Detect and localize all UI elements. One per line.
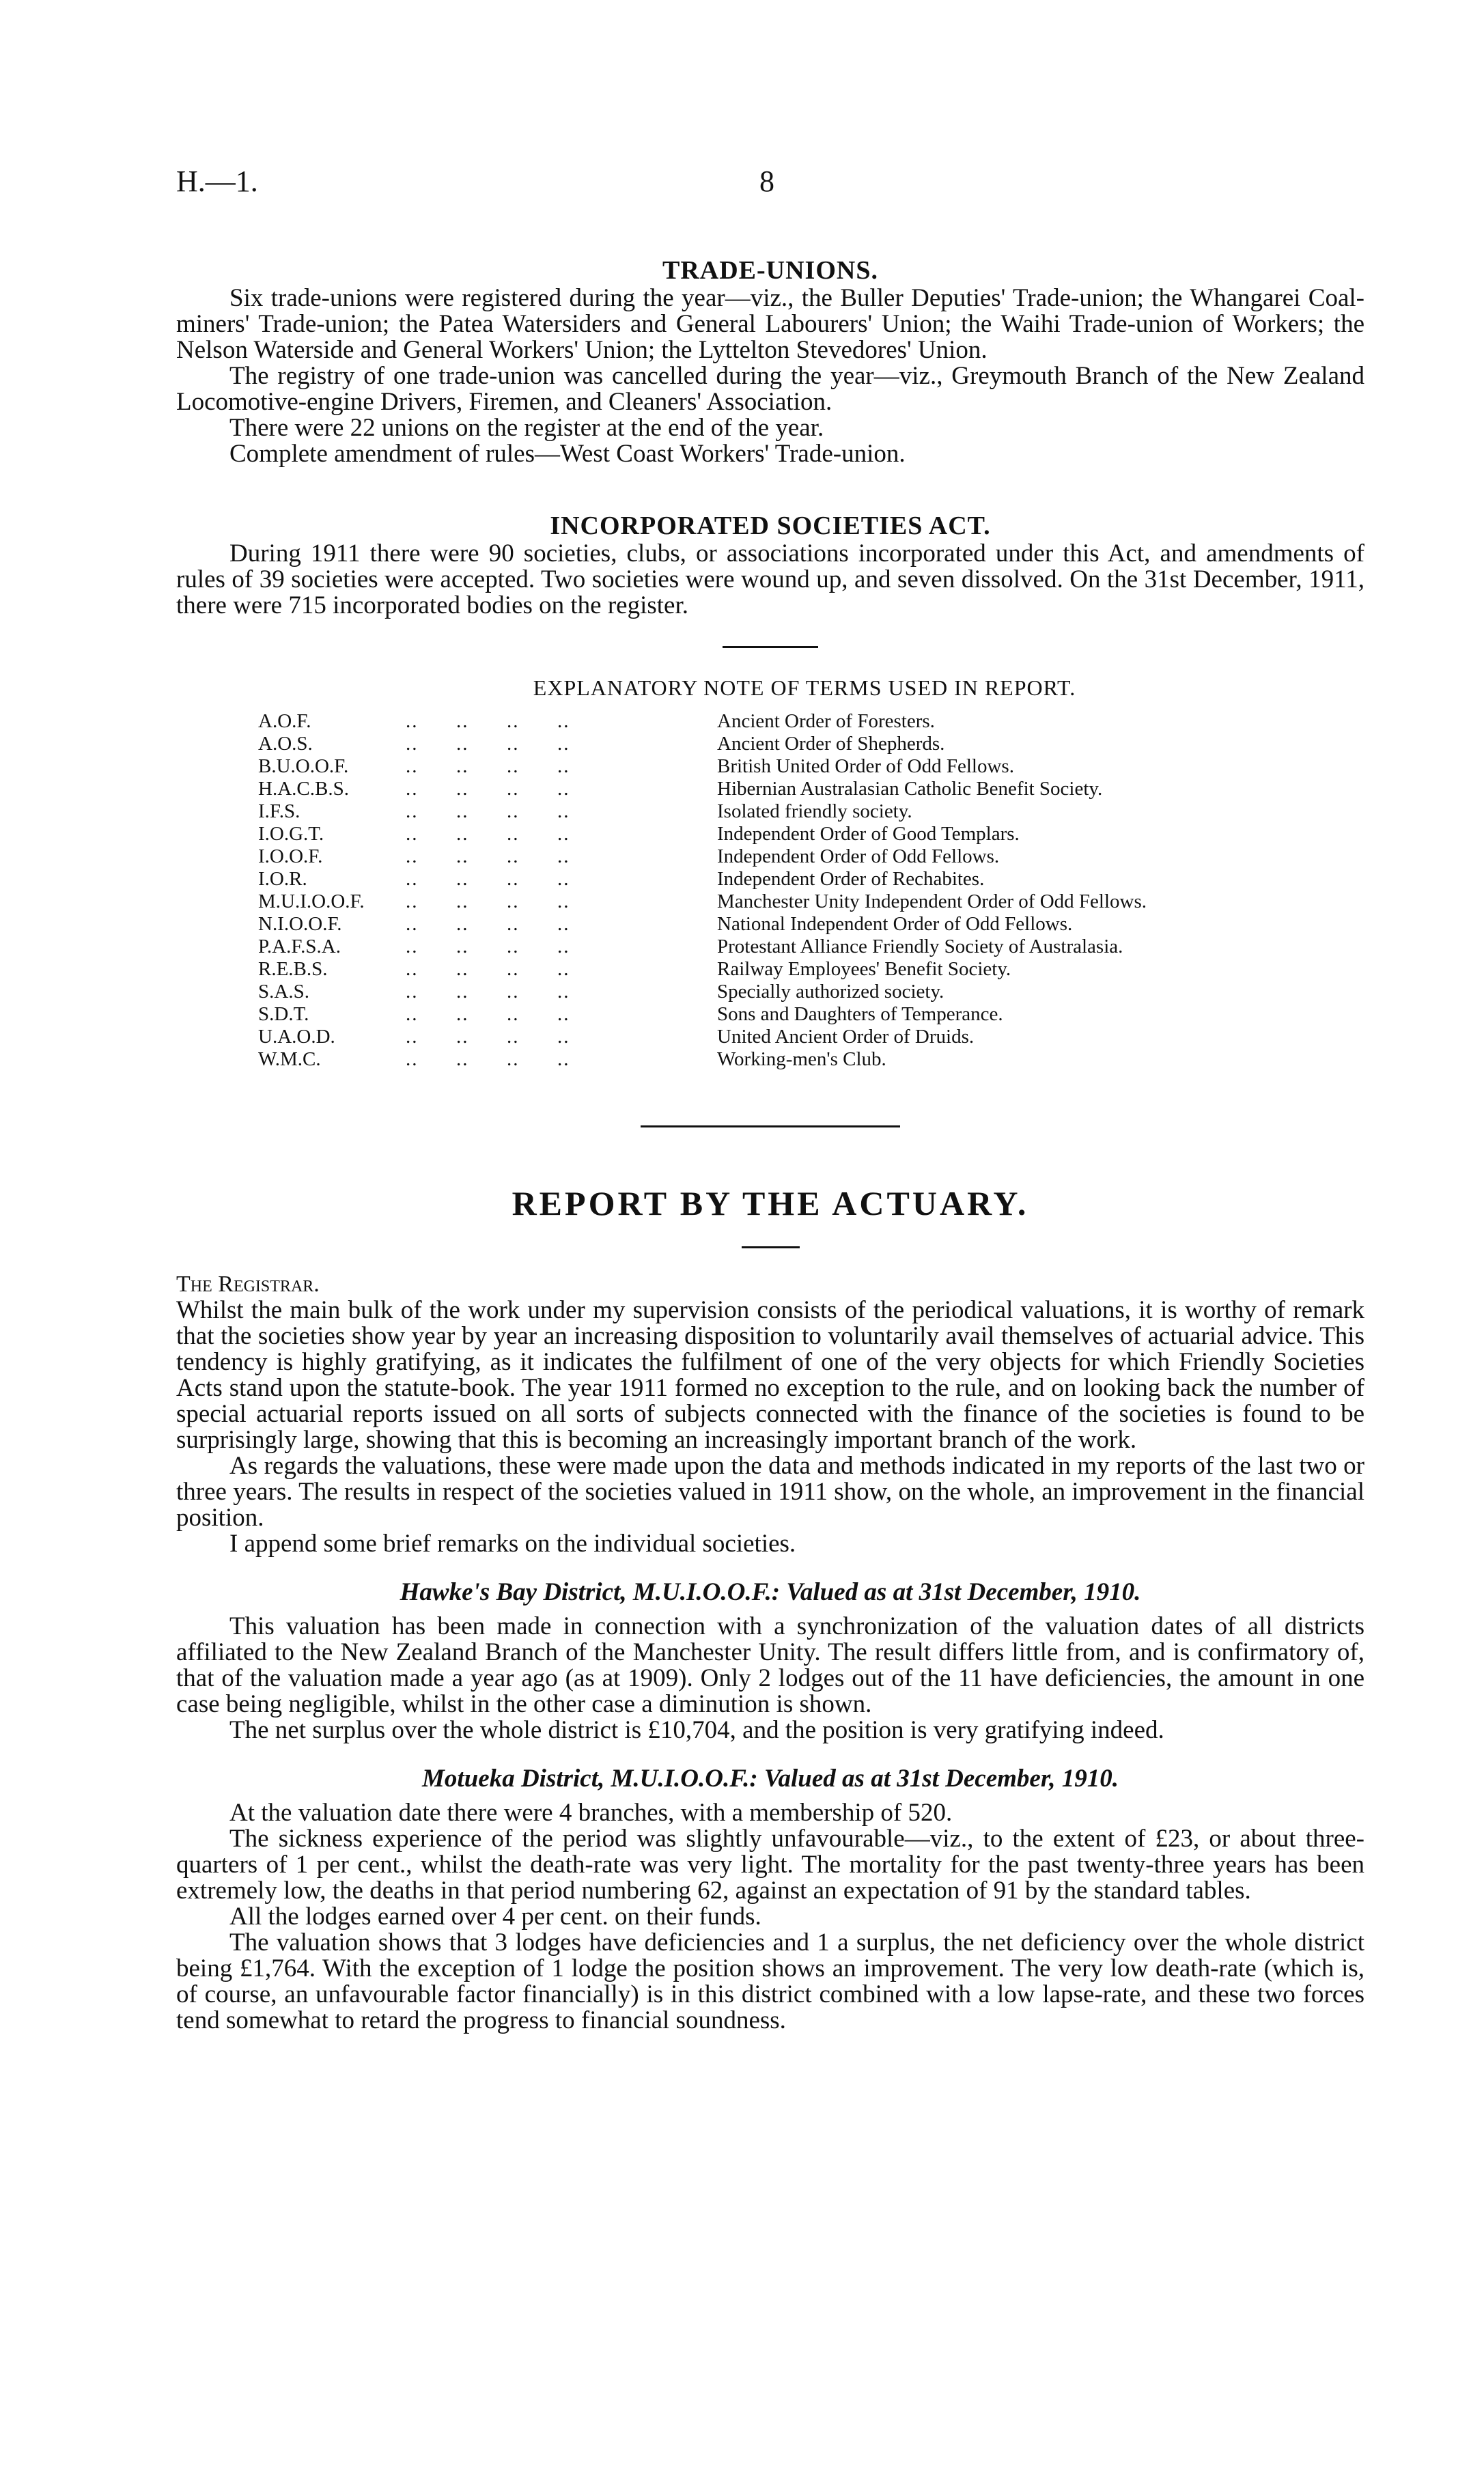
- paragraph: During 1911 there were 90 societies, clubs, or associations incorporated under this Act, and amendments of rules of 39 societies were accepted. Two societies were wound up, and seven dissolved. On the 31st December, 1911, there were 715 incorporated bodies on the register.: [176, 539, 1364, 619]
- terms-list: [258, 710, 1364, 1071]
- actuary-report-section: [176, 1183, 1364, 1557]
- term-row: [258, 823, 1364, 845]
- dot-leader: .. .. .. ..: [406, 733, 570, 755]
- paragraph: I append some brief remarks on the individual societies.: [229, 1530, 796, 1558]
- paragraph: Whilst the main bulk of the work under my supervision consists of the periodical valuations, it is worthy of remark that the societies show year by year an increasing disposition to voluntarily avail themselves of actuarial advice. This tendency is highly gratifying, as it indicates the fulfilment of one of the very objects for which Friendly Societies Acts stand upon the statute-book. The year 1911 formed no exception to the rule, and on looking back the number of special actuarial reports issued on all sorts of subjects connected with the finance of the societies is found to be surprisingly large, showing that this is becoming an increasingly important branch of the work.: [176, 1296, 1364, 1454]
- paragraph: This valuation has been made in connection with a synchronization of the valuation dates of all districts affiliated to the New Zealand Branch of the Manchester Unity. The result differs little from, and is confirmatory of, that of the valuation made a year ago (as at 1909). Only 2 lodges out of the 11 have deficiencies, the amount in one case being negligible, whilst in the other case a diminution is shown.: [176, 1612, 1364, 1718]
- term-meaning: Sons and Daughters of Temperance.: [717, 1003, 1003, 1025]
- paragraph: As regards the valuations, these were made upon the data and methods indicated in my reports of the last two or three years. The results in respect of the societies valued in 1911 show, on the whole, an improvement in the financial position.: [176, 1452, 1364, 1532]
- term-row: [258, 733, 1364, 755]
- dot-leader: .. .. .. ..: [406, 800, 570, 822]
- paragraph: All the lodges earned over 4 per cent. on their funds.: [229, 1903, 761, 1931]
- term-meaning: British United Order of Odd Fellows.: [717, 755, 1014, 777]
- term-row: [258, 981, 1364, 1003]
- term-row: [258, 778, 1364, 800]
- term-row: [258, 755, 1364, 778]
- dot-leader: .. .. .. ..: [406, 710, 570, 732]
- dot-leader: .. .. .. ..: [406, 1048, 570, 1070]
- term-meaning: Working-men's Club.: [717, 1048, 886, 1070]
- term-meaning: National Independent Order of Odd Fellows.: [717, 913, 1073, 935]
- paragraph: The valuation shows that 3 lodges have deficiencies and 1 a surplus, the net deficiency over the whole district being £1,764. With the exception of 1 lodge the position shows an improvement. The very low death-rate (which is, of course, an unfavourable factor financially) is in this district combined with a low lapse-rate, and these two forces tend somewhat to retard the progress to financial soundness.: [176, 1929, 1364, 2034]
- term-meaning: Independent Order of Good Templars.: [717, 823, 1020, 845]
- hawkes-bay-section: [176, 1577, 1364, 1743]
- term-meaning: Protestant Alliance Friendly Society of Australasia.: [717, 936, 1123, 957]
- page-identifier: H.—1.: [176, 165, 258, 198]
- paragraph: Six trade-unions were registered during the year—viz., the Buller Deputies' Trade-union; the Whangarei Coal-miners' Trade-union; the Patea Watersiders and General Labourers' Union; the Waihi Trade-union of Workers; the Nelson Waterside and General Workers' Union; the Lyttelton Stevedores' Union.: [176, 284, 1364, 364]
- term-abbr: B.U.O.O.F.: [258, 755, 349, 777]
- term-abbr: S.A.S.: [258, 981, 309, 1002]
- term-abbr: I.O.O.F.: [258, 845, 323, 867]
- dot-leader: .. .. .. ..: [406, 981, 570, 1002]
- term-abbr: A.O.F.: [258, 710, 311, 732]
- term-row: [258, 891, 1364, 913]
- term-row: [258, 800, 1364, 823]
- term-row: [258, 1026, 1364, 1048]
- paragraph: There were 22 unions on the register at the end of the year.: [229, 414, 824, 442]
- term-abbr: I.O.R.: [258, 868, 307, 890]
- incorporated-heading: INCORPORATED SOCIETIES ACT.: [550, 511, 991, 540]
- term-meaning: Hibernian Australasian Catholic Benefit Society.: [717, 778, 1103, 800]
- incorporated-societies-section: [176, 511, 1364, 619]
- term-meaning: Ancient Order of Shepherds.: [717, 733, 945, 755]
- hawkes-bay-heading: Hawke's Bay District, M.U.I.O.O.F.: Valued as at 31st December, 1910.: [400, 1578, 1141, 1606]
- dot-leader: .. .. .. ..: [406, 823, 570, 845]
- term-meaning: Manchester Unity Independent Order of Odd Fellows.: [717, 891, 1147, 912]
- actuary-heading: REPORT BY THE ACTUARY.: [512, 1184, 1029, 1222]
- term-row: [258, 1003, 1364, 1026]
- paragraph: The registry of one trade-union was cancelled during the year—viz., Greymouth Branch of the New Zealand Locomotive-engine Drivers, Firemen, and Cleaners' Association.: [176, 362, 1364, 416]
- paragraph: At the valuation date there were 4 branches, with a membership of 520.: [229, 1799, 953, 1827]
- addressee: The Registrar.: [176, 1272, 320, 1297]
- term-row: [258, 868, 1364, 891]
- explanatory-heading: EXPLANATORY NOTE OF TERMS USED IN REPORT.: [533, 675, 1076, 700]
- paragraph: Complete amendment of rules—West Coast Workers' Trade-union.: [229, 440, 906, 468]
- term-meaning: Independent Order of Odd Fellows.: [717, 845, 1000, 867]
- dot-leader: .. .. .. ..: [406, 913, 570, 935]
- motueka-section: [176, 1764, 1364, 2034]
- dot-leader: .. .. .. ..: [406, 1026, 570, 1048]
- term-meaning: Isolated friendly society.: [717, 800, 912, 822]
- dot-leader: .. .. .. ..: [406, 891, 570, 912]
- term-abbr: M.U.I.O.O.F.: [258, 891, 365, 912]
- dot-leader: .. .. .. ..: [406, 868, 570, 890]
- term-abbr: H.A.C.B.S.: [258, 778, 349, 800]
- term-abbr: R.E.B.S.: [258, 958, 328, 980]
- term-row: [258, 936, 1364, 958]
- dot-leader: .. .. .. ..: [406, 958, 570, 980]
- explanatory-note-section: [176, 675, 1364, 1071]
- term-row: [258, 1048, 1364, 1071]
- term-meaning: Specially authorized society.: [717, 981, 944, 1002]
- trade-unions-heading: TRADE-UNIONS.: [662, 256, 878, 285]
- paragraph: The net surplus over the whole district is £10,704, and the position is very gratifying indeed.: [229, 1716, 1164, 1744]
- term-abbr: W.M.C.: [258, 1048, 321, 1070]
- term-abbr: A.O.S.: [258, 733, 313, 755]
- term-abbr: N.I.O.O.F.: [258, 913, 342, 935]
- term-row: [258, 845, 1364, 868]
- dot-leader: .. .. .. ..: [406, 755, 570, 777]
- term-meaning: Ancient Order of Foresters.: [717, 710, 935, 732]
- term-row: [258, 913, 1364, 936]
- page-content: [176, 255, 1364, 2034]
- term-abbr: P.A.F.S.A.: [258, 936, 341, 957]
- page-number: 8: [759, 165, 774, 198]
- term-abbr: U.A.O.D.: [258, 1026, 335, 1048]
- dot-leader: .. .. .. ..: [406, 778, 570, 800]
- term-abbr: S.D.T.: [258, 1003, 309, 1025]
- term-meaning: Independent Order of Rechabites.: [717, 868, 985, 890]
- term-abbr: I.F.S.: [258, 800, 300, 822]
- term-abbr: I.O.G.T.: [258, 823, 324, 845]
- term-meaning: Railway Employees' Benefit Society.: [717, 958, 1011, 980]
- term-meaning: United Ancient Order of Druids.: [717, 1026, 975, 1048]
- trade-unions-section: [176, 255, 1364, 467]
- dot-leader: .. .. .. ..: [406, 936, 570, 957]
- dot-leader: .. .. .. ..: [406, 1003, 570, 1025]
- motueka-heading: Motueka District, M.U.I.O.O.F.: Valued as at 31st December, 1910.: [422, 1765, 1119, 1793]
- dot-leader: .. .. .. ..: [406, 845, 570, 867]
- term-row: [258, 710, 1364, 733]
- term-row: [258, 958, 1364, 981]
- paragraph: The sickness experience of the period was slightly unfavourable—viz., to the extent of £23, or about three-quarters of 1 per cent., whilst the death-rate was very light. The mortality for the past twenty-three years has been extremely low, the deaths in that period numbering 62, against an expectation of 91 by the standard tables.: [176, 1825, 1364, 1905]
